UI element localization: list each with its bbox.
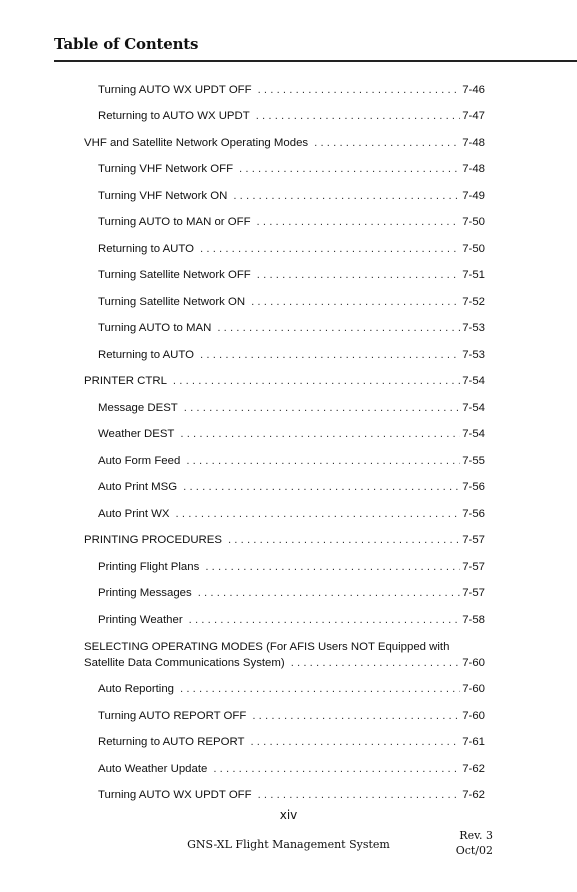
dot-leader xyxy=(291,657,461,669)
dot-leader xyxy=(239,163,460,175)
toc-entry-page: 7-60 xyxy=(462,683,485,695)
toc-entry[interactable] xyxy=(98,322,485,334)
toc-entry-label: PRINTER CTRL xyxy=(84,375,167,387)
toc-entry-label: Turning AUTO to MAN or OFF xyxy=(98,216,251,228)
toc-entry-label: Printing Flight Plans xyxy=(98,561,200,573)
dot-leader xyxy=(205,561,460,573)
toc-entry[interactable] xyxy=(98,614,485,626)
toc-entry-label-line1[interactable]: SELECTING OPERATING MODES (For AFIS Users NOT Equipped with xyxy=(84,641,450,653)
toc-entry[interactable] xyxy=(98,508,485,520)
toc-entry-label: Auto Form Feed xyxy=(98,455,181,467)
toc-entry-page: 7-52 xyxy=(462,296,485,308)
toc-entry-label: Returning to AUTO WX UPDT xyxy=(98,110,250,122)
dot-leader xyxy=(258,84,461,96)
toc-entry-label: Turning VHF Network ON xyxy=(98,190,228,202)
dot-leader xyxy=(198,587,460,599)
page-number: xiv xyxy=(279,808,298,822)
toc-entry-label: Turning VHF Network OFF xyxy=(98,163,234,175)
toc-entry-label: Turning Satellite Network OFF xyxy=(98,269,251,281)
dot-leader xyxy=(251,296,460,308)
toc-entry[interactable] xyxy=(98,683,485,695)
dot-leader xyxy=(252,710,460,722)
dot-leader xyxy=(189,614,461,626)
toc-entry-label: Turning AUTO WX UPDT OFF xyxy=(98,789,252,801)
dot-leader xyxy=(200,243,460,255)
toc-entry-page: 7-62 xyxy=(462,763,485,775)
toc-entry-page: 7-62 xyxy=(462,789,485,801)
toc-entry[interactable] xyxy=(98,296,485,308)
toc-entry-label: Message DEST xyxy=(98,402,178,414)
footer-revision xyxy=(456,828,493,858)
dot-leader xyxy=(176,508,461,520)
toc-entry-label: Printing Messages xyxy=(98,587,192,599)
toc-entry-label: Turning AUTO to MAN xyxy=(98,322,212,334)
toc-entry-page: 7-46 xyxy=(462,84,485,96)
dot-leader xyxy=(258,789,461,801)
dot-leader xyxy=(256,110,460,122)
toc-entry-label: Auto Reporting xyxy=(98,683,174,695)
toc-entry-page: 7-53 xyxy=(462,322,485,334)
toc-entry[interactable] xyxy=(98,349,485,361)
dot-leader xyxy=(250,736,460,748)
toc-entry[interactable] xyxy=(98,402,485,414)
toc-entry-label: Auto Weather Update xyxy=(98,763,208,775)
toc-entry-page: 7-48 xyxy=(462,163,485,175)
toc-entry-label: Returning to AUTO REPORT xyxy=(98,736,245,748)
toc-entry-page: 7-58 xyxy=(462,614,485,626)
toc-entry[interactable] xyxy=(98,428,485,440)
toc-entry-page: 7-57 xyxy=(462,561,485,573)
toc-entry-page: 7-60 xyxy=(462,710,485,722)
toc-entry-label: Returning to AUTO xyxy=(98,349,195,361)
dot-leader xyxy=(183,481,460,493)
toc-entry[interactable] xyxy=(84,375,485,387)
dot-leader xyxy=(233,190,460,202)
toc-entry-page: 7-54 xyxy=(462,375,485,387)
toc-entry[interactable] xyxy=(98,561,485,573)
toc-entry[interactable] xyxy=(98,190,485,202)
toc-entry-page: 7-61 xyxy=(462,736,485,748)
toc-entry[interactable] xyxy=(98,269,485,281)
toc-entry-page: 7-57 xyxy=(462,534,485,546)
toc-entry[interactable] xyxy=(98,763,485,775)
dot-leader xyxy=(217,322,460,334)
toc-entry-label: Returning to AUTO xyxy=(98,243,195,255)
toc-entry[interactable] xyxy=(84,534,485,546)
revision-date: Oct/02 xyxy=(455,844,493,857)
toc-entry-page: 7-53 xyxy=(462,349,485,361)
footer-system-name: GNS-XL Flight Management System xyxy=(187,838,390,851)
toc-entry-page: 7-50 xyxy=(462,216,485,228)
toc-entry-page: 7-56 xyxy=(462,508,485,520)
toc-entry[interactable] xyxy=(98,710,485,722)
toc-entry-page: 7-47 xyxy=(462,110,485,122)
dot-leader xyxy=(180,428,460,440)
toc-entry[interactable] xyxy=(84,657,485,669)
toc-entry-page: 7-51 xyxy=(462,269,485,281)
dot-leader xyxy=(186,455,460,467)
toc-entry[interactable] xyxy=(98,216,485,228)
dot-leader xyxy=(228,534,460,546)
toc-entry-label: Auto Print WX xyxy=(98,508,170,520)
dot-leader xyxy=(314,137,460,149)
toc-entry-page: 7-50 xyxy=(462,243,485,255)
dot-leader xyxy=(180,683,460,695)
dot-leader xyxy=(257,269,460,281)
toc-entry-label: Turning Satellite Network ON xyxy=(98,296,246,308)
dot-leader xyxy=(213,763,460,775)
dot-leader xyxy=(200,349,460,361)
revision-label: Rev. 3 xyxy=(459,829,493,842)
toc-entry-label: PRINTING PROCEDURES xyxy=(84,534,222,546)
toc-entry[interactable] xyxy=(98,243,485,255)
toc-entry[interactable] xyxy=(98,789,485,801)
dot-leader xyxy=(184,402,460,414)
toc-entry-page: 7-54 xyxy=(462,402,485,414)
toc-entry-page: 7-56 xyxy=(462,481,485,493)
toc-entry-label: Satellite Data Communications System) xyxy=(84,657,285,669)
toc-entry-label: Weather DEST xyxy=(98,428,175,440)
toc-entry[interactable] xyxy=(98,110,485,122)
toc-entry-label: VHF and Satellite Network Operating Modes xyxy=(84,137,309,149)
toc-entry-label: Auto Print MSG xyxy=(98,481,178,493)
toc-entry-page: 7-55 xyxy=(462,455,485,467)
toc-entry-page: 7-49 xyxy=(462,190,485,202)
toc-entry[interactable] xyxy=(98,455,485,467)
toc-entry[interactable] xyxy=(98,84,485,96)
page-header-title: Table of Contents xyxy=(54,35,199,53)
toc-entry-label: Turning AUTO REPORT OFF xyxy=(98,710,247,722)
toc-entry[interactable] xyxy=(84,137,485,149)
toc-entry[interactable] xyxy=(98,481,485,493)
dot-leader xyxy=(257,216,461,228)
header-divider xyxy=(54,60,577,62)
toc-entry[interactable] xyxy=(98,736,485,748)
toc-entry-page: 7-57 xyxy=(462,587,485,599)
toc-entry-label: Printing Weather xyxy=(98,614,183,626)
toc-entry[interactable] xyxy=(98,163,485,175)
toc-entry-page: 7-54 xyxy=(462,428,485,440)
dot-leader xyxy=(173,375,460,387)
toc-entry-label: Turning AUTO WX UPDT OFF xyxy=(98,84,252,96)
toc-entry-page: 7-60 xyxy=(462,657,485,669)
toc-entry-page: 7-48 xyxy=(462,137,485,149)
toc-entry[interactable] xyxy=(98,587,485,599)
